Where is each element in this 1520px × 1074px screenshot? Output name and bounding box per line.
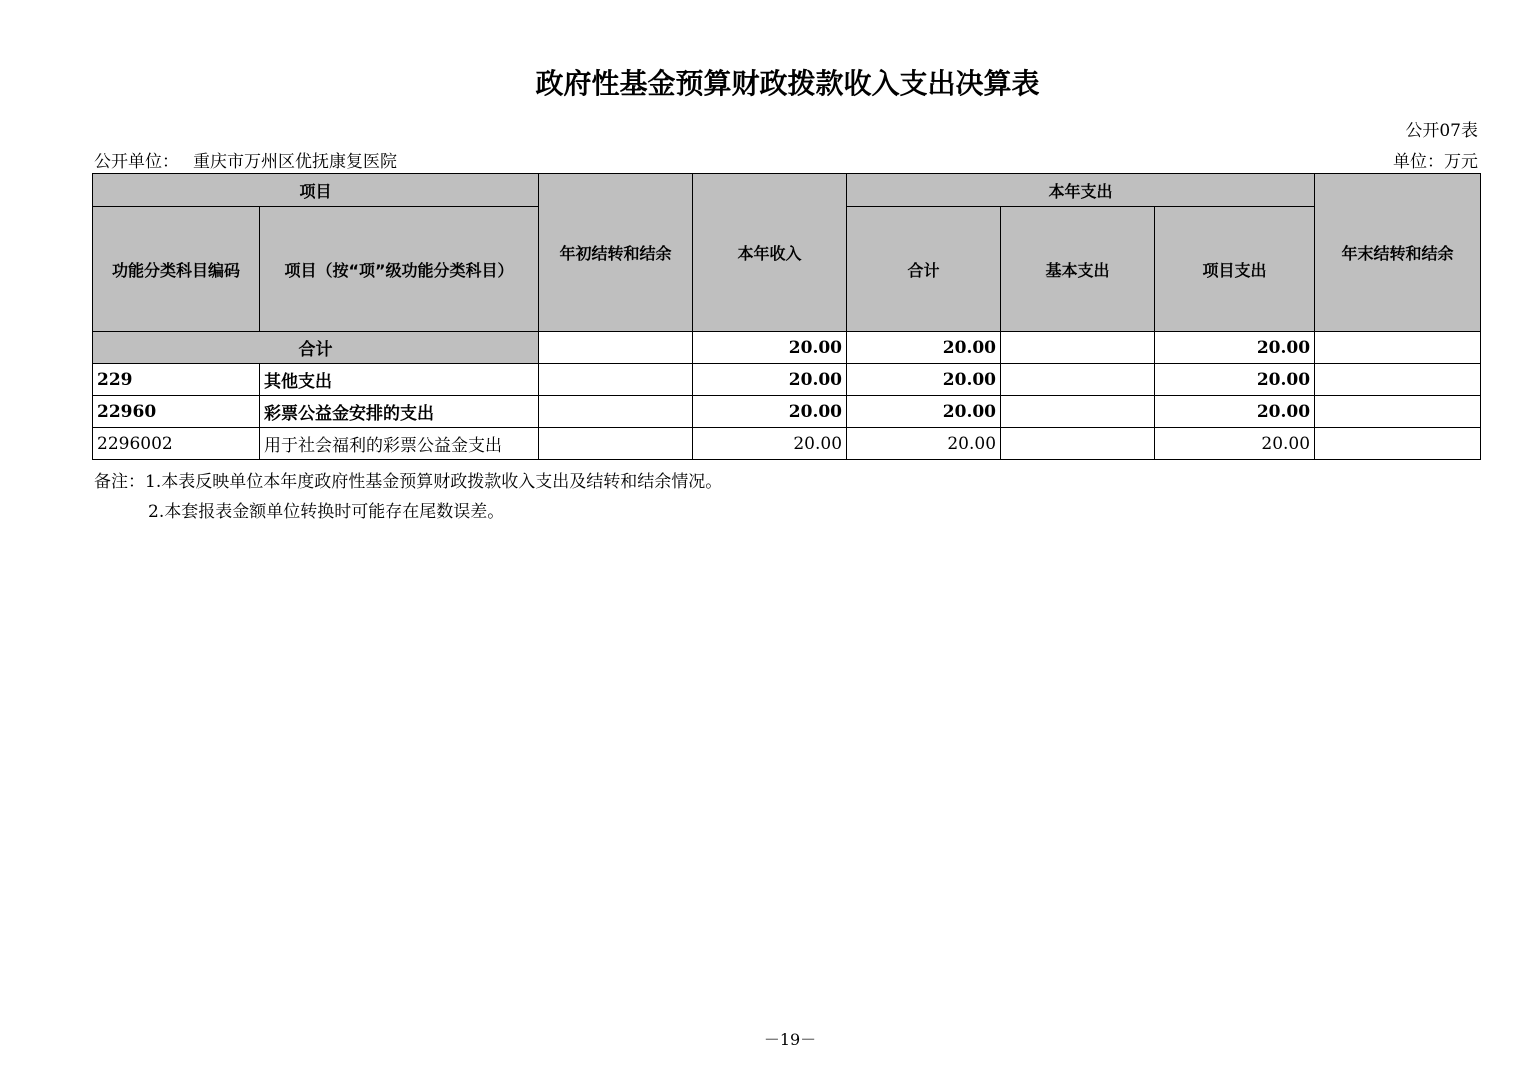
- form-number: 公开07表: [1405, 121, 1478, 141]
- row-income: 20.00: [693, 364, 847, 396]
- total-project-expense: 20.00: [1155, 332, 1315, 364]
- row-project-expense: 20.00: [1155, 396, 1315, 428]
- header-closing-balance: 年末结转和结余: [1315, 174, 1481, 332]
- header-code: 功能分类科目编码: [93, 207, 260, 332]
- money-unit: 单位：万元: [1393, 152, 1478, 172]
- row-code: 22960: [93, 396, 260, 428]
- row-name: 彩票公益金安排的支出: [260, 396, 539, 428]
- unit-line: [94, 147, 1478, 172]
- row-basic-expense: [1001, 396, 1155, 428]
- row-code: 229: [93, 364, 260, 396]
- row-income: 20.00: [693, 428, 847, 460]
- row-expense-total: 20.00: [847, 428, 1001, 460]
- header-project-expense: 项目支出: [1155, 207, 1315, 332]
- row-project-expense: 20.00: [1155, 364, 1315, 396]
- row-project-expense: 20.00: [1155, 428, 1315, 460]
- row-income: 20.00: [693, 396, 847, 428]
- total-basic-expense: [1001, 332, 1155, 364]
- row-basic-expense: [1001, 364, 1155, 396]
- row-closing-balance: [1315, 396, 1481, 428]
- total-label: 合计: [93, 332, 539, 364]
- header-expense-total: 合计: [847, 207, 1001, 332]
- note-2: 2.本套报表金额单位转换时可能存在尾数误差。: [148, 502, 505, 522]
- header-expense: 本年支出: [847, 174, 1315, 207]
- row-expense-total: 20.00: [847, 364, 1001, 396]
- total-row: [93, 332, 1481, 364]
- total-opening-balance: [539, 332, 693, 364]
- total-closing-balance: [1315, 332, 1481, 364]
- report-table: [92, 173, 1481, 460]
- header-basic-expense: 基本支出: [1001, 207, 1155, 332]
- row-closing-balance: [1315, 428, 1481, 460]
- unit-name: 重庆市万州区优抚康复医院: [193, 152, 397, 172]
- page-number: －19－: [763, 1030, 817, 1049]
- row-opening-balance: [539, 428, 693, 460]
- header-project: 项目: [93, 174, 539, 207]
- total-expense-total: 20.00: [847, 332, 1001, 364]
- row-name: 其他支出: [260, 364, 539, 396]
- header-opening-balance: 年初结转和结余: [539, 174, 693, 332]
- row-name: 用于社会福利的彩票公益金支出: [260, 428, 539, 460]
- row-expense-total: 20.00: [847, 396, 1001, 428]
- total-income: 20.00: [693, 332, 847, 364]
- note-1: 备注：1.本表反映单位本年度政府性基金预算财政拨款收入支出及结转和结余情况。: [94, 472, 723, 492]
- report-title: 政府性基金预算财政拨款收入支出决算表: [535, 67, 1040, 100]
- table-row: [93, 364, 1481, 396]
- row-closing-balance: [1315, 364, 1481, 396]
- table-row: [93, 396, 1481, 428]
- header-item: 项目（按“项”级功能分类科目）: [260, 207, 539, 332]
- unit-label: 公开单位：: [94, 152, 179, 172]
- header-income: 本年收入: [693, 174, 847, 332]
- row-opening-balance: [539, 364, 693, 396]
- row-code: 2296002: [93, 428, 260, 460]
- row-opening-balance: [539, 396, 693, 428]
- table-row: [93, 428, 1481, 460]
- row-basic-expense: [1001, 428, 1155, 460]
- notes: [94, 467, 722, 527]
